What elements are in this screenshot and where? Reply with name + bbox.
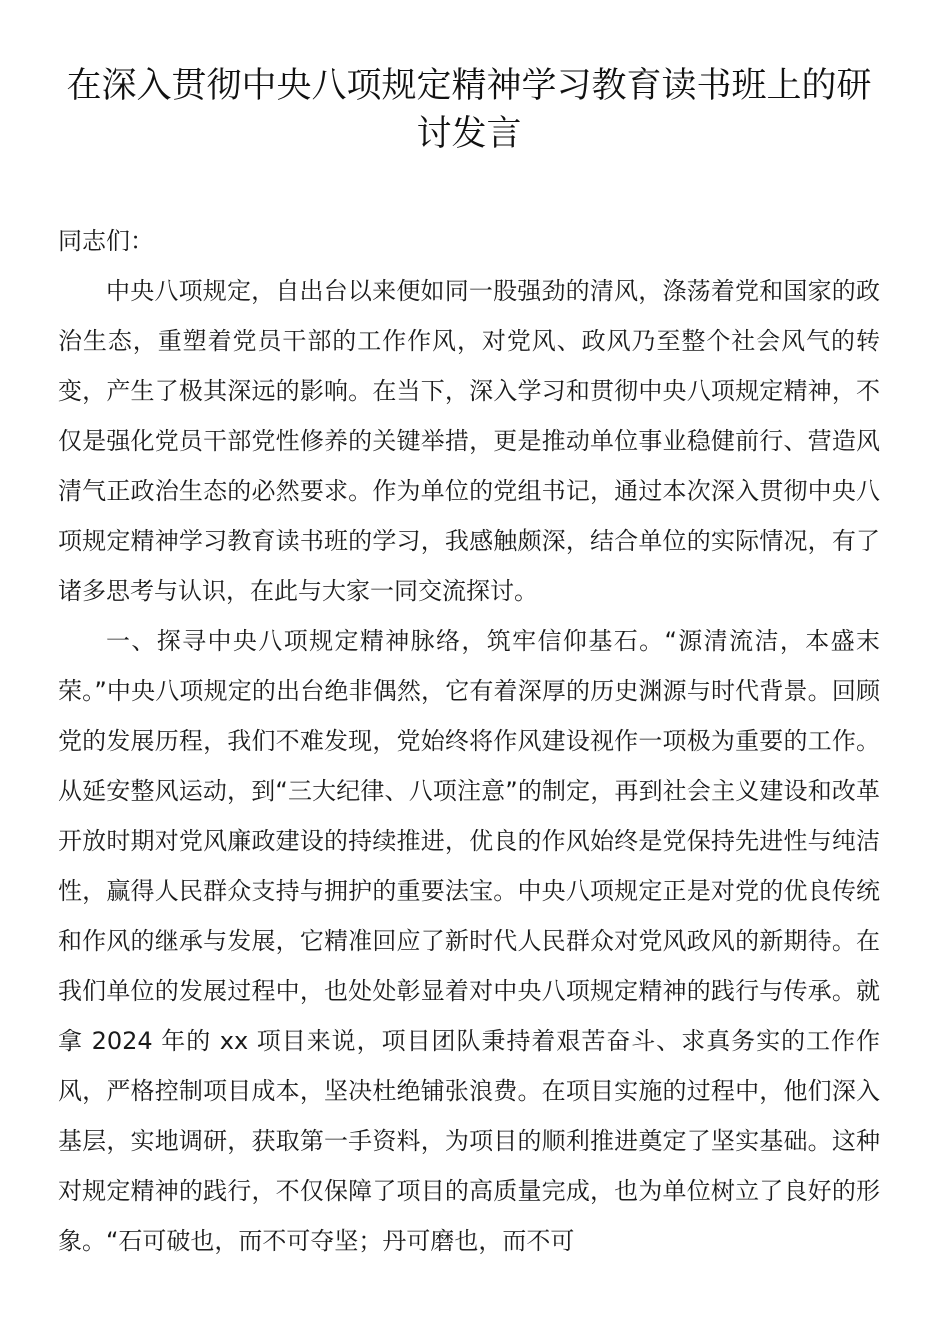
paragraph-intro: 中央八项规定，自出台以来便如同一股强劲的清风，涤荡着党和国家的政治生态，重塑着党员干部的工作作风，对党风、政风乃至整个社会风气的转变，产生了极其深远的影响。在当下，深入学习和贯彻中央八项规定精神，不仅是强化党员干部党性修养的关键举措，更是推动单位事业稳健前行、营造风清气正政治生态的必然要求。作为单位的党组书记，通过本次深入贯彻中央八项规定精神学习教育读书班的学习，我感触颇深，结合单位的实际情况，有了诸多思考与认识，在此与大家一同交流探讨。 [58, 277, 880, 605]
document-title: 在深入贯彻中央八项规定精神学习教育读书班上的研讨发言 [66, 66, 872, 154]
document-body [58, 216, 880, 1266]
salutation: 同志们： [58, 227, 154, 255]
paragraph-section-one: 一、探寻中央八项规定精神脉络，筑牢信仰基石。“源清流洁，本盛末荣。”中央八项规定的出台绝非偶然，它有着深厚的历史渊源与时代背景。回顾党的发展历程，我们不难发现，党始终将作风建设视作一项极为重要的工作。从延安整风运动，到“三大纪律、八项注意”的制定，再到社会主义建设和改革开放时期对党风廉政建设的持续推进，优良的作风始终是党保持先进性与纯洁性，赢得人民群众支持与拥护的重要法宝。中央八项规定正是对党的优良传统和作风的继承与发展，它精准回应了新时代人民群众对党风政风的新期待。在我们单位的发展过程中，也处处彰显着对中央八项规定精神的践行与传承。就拿 2024 年的 xx 项目来说，项目团队秉持着艰苦奋斗、求真务实的工作作风，严格控制项目成本，坚决杜绝铺张浪费。在项目实施的过程中，他们深入基层，实地调研，获取第一手资料，为项目的顺利推进奠定了坚实基础。这种对规定精神的践行，不仅保障了项目的高质量完成，也为单位树立了良好的形象。“石可破也，而不可夺坚；丹可磨也，而不可 [58, 627, 880, 1255]
